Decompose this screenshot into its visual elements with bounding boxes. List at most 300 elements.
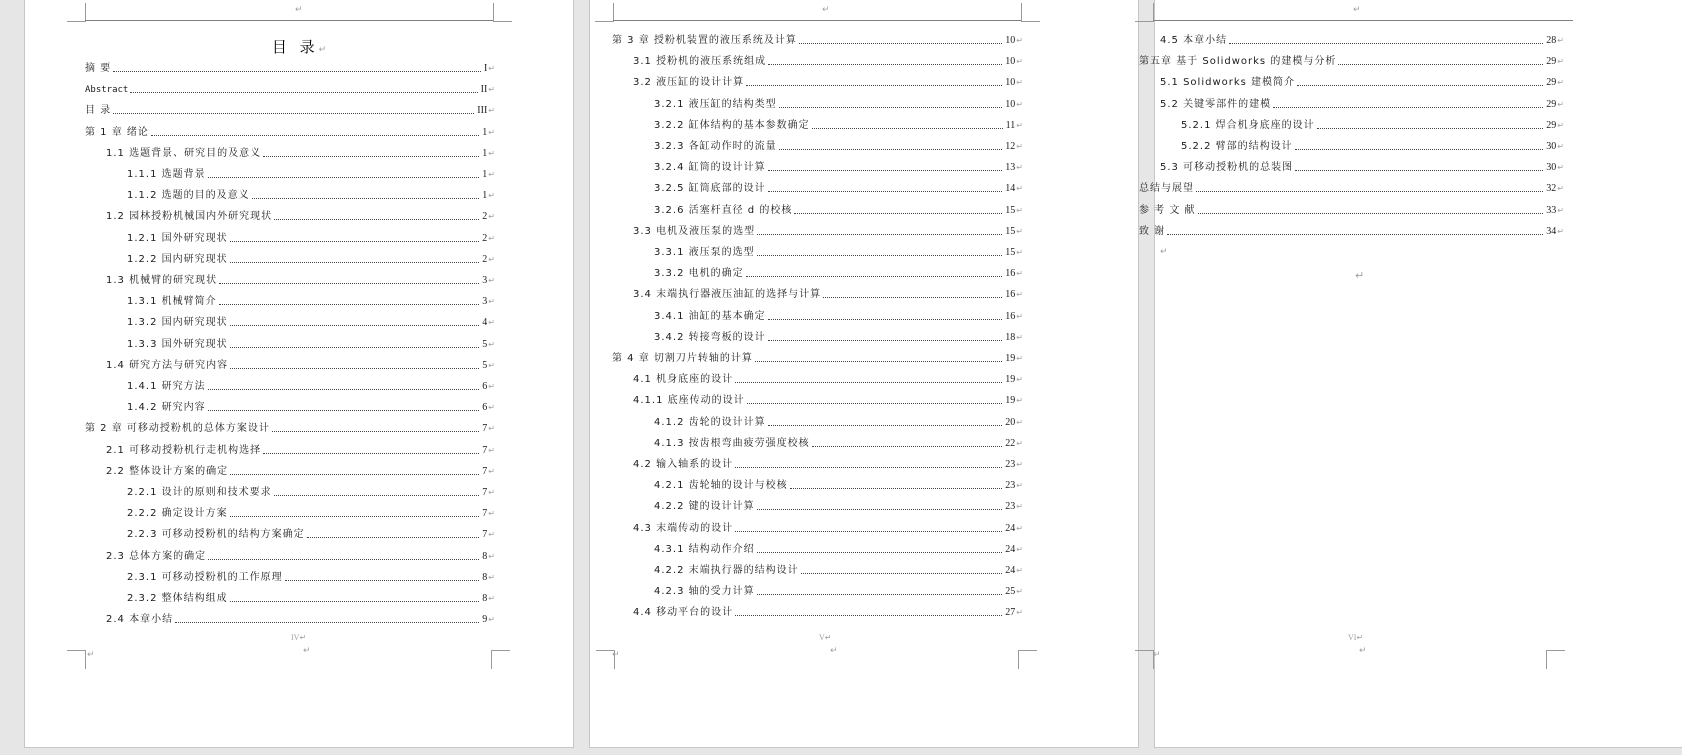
toc-entry[interactable] <box>127 591 495 605</box>
toc-entry[interactable] <box>654 245 1023 259</box>
toc-entry[interactable] <box>654 309 1023 323</box>
paragraph-mark: ↵ <box>488 594 495 603</box>
paragraph-mark: ↵ <box>488 297 495 307</box>
dot-leader <box>151 135 479 136</box>
paragraph-mark: ↵ <box>1016 566 1023 575</box>
toc-entry-page: 9 <box>482 614 488 626</box>
toc-entry[interactable] <box>612 351 1023 365</box>
toc-entry[interactable] <box>85 82 495 96</box>
toc-entry-label: 2.1 可移动授粉机行走机构选择 <box>106 444 262 456</box>
dot-leader <box>790 488 1003 489</box>
toc-entry[interactable] <box>106 209 495 223</box>
toc-entry-label: 参 考 文 献 <box>1139 204 1196 216</box>
toc-entry[interactable] <box>1139 224 1564 238</box>
paragraph-mark: ↵ <box>1557 163 1564 173</box>
toc-entry-label: 3.3.2 电机的确定 <box>654 268 744 280</box>
toc-entry-page: 5 <box>482 338 488 350</box>
toc-entry[interactable] <box>654 563 1023 577</box>
toc-entry-label: 1.4.2 研究内容 <box>127 402 206 414</box>
toc-entry[interactable] <box>85 125 495 139</box>
toc-entry-label: 4.4 移动平台的设计 <box>633 607 734 619</box>
dot-leader <box>823 297 1002 298</box>
document-page-1 <box>24 0 574 748</box>
toc-entry[interactable] <box>633 521 1023 535</box>
dot-leader <box>113 113 474 114</box>
dot-leader <box>1338 64 1543 65</box>
paragraph-mark: ↵ <box>488 488 495 497</box>
paragraph-mark: ↵ <box>1016 396 1023 406</box>
toc-entry-page: 29 <box>1546 98 1557 110</box>
toc-entry[interactable] <box>127 506 495 520</box>
toc-entry-label: 3.2.2 缸体结构的基本参数确定 <box>654 119 810 131</box>
paragraph-mark: ↵ <box>1016 332 1023 342</box>
toc-entry-page: III <box>477 105 488 117</box>
toc-entry-label: 4.2.3 轴的受力计算 <box>654 586 755 598</box>
toc-entry-page: 1 <box>482 169 488 180</box>
toc-entry-label: 3.3.1 液压泵的选型 <box>654 247 755 258</box>
toc-entry-page: 2 <box>482 211 488 223</box>
paragraph-mark: ↵ <box>1016 438 1023 448</box>
toc-entry-page: 15 <box>1005 225 1016 237</box>
toc-entry-label: 5.2.1 焊合机身底座的设计 <box>1181 119 1315 131</box>
toc-entry[interactable] <box>127 315 495 329</box>
toc-entry-page: 16 <box>1005 268 1016 280</box>
dot-leader <box>263 156 479 157</box>
toc-entry-page: 16 <box>1005 310 1016 322</box>
dot-leader <box>746 85 1002 86</box>
toc-entry[interactable] <box>1139 181 1564 195</box>
toc-entry-page: 13 <box>1005 162 1016 174</box>
dot-leader <box>175 622 479 623</box>
toc-entry[interactable] <box>127 527 495 541</box>
toc-entry[interactable] <box>633 75 1023 89</box>
toc-entry-page: 32 <box>1546 183 1557 195</box>
toc-entry[interactable] <box>127 485 495 499</box>
toc-entry[interactable] <box>633 372 1023 386</box>
toc-entry-page: 24 <box>1005 543 1016 555</box>
toc-entry[interactable] <box>127 400 495 414</box>
toc-entry-page: 7 <box>482 444 488 456</box>
toc-entry[interactable] <box>127 379 495 393</box>
dot-leader <box>113 71 481 72</box>
toc-entry[interactable] <box>127 167 495 181</box>
paragraph-mark: ↵ <box>1557 120 1564 130</box>
toc-entry[interactable] <box>1160 97 1564 111</box>
dot-leader <box>735 382 1002 383</box>
toc-entry-label: 目 录 <box>85 105 112 117</box>
toc-entry-page: 30 <box>1546 162 1557 174</box>
paragraph-mark: ↵ <box>1016 163 1023 173</box>
toc-entry-page: 19 <box>1005 395 1016 407</box>
toc-entry[interactable] <box>1160 75 1564 89</box>
paragraph-mark: ↵ <box>1016 502 1023 512</box>
dot-leader <box>230 241 480 242</box>
dot-leader <box>1167 234 1543 235</box>
paragraph-mark: ↵ <box>488 106 495 116</box>
toc-entry-label: 1.1 选题背景、研究目的及意义 <box>106 147 262 159</box>
toc-entry-label: 4.3 末端传动的设计 <box>633 522 734 534</box>
toc-entry[interactable] <box>1181 139 1564 153</box>
paragraph-mark: ↵ <box>488 466 495 476</box>
toc-entry-page: 7 <box>482 423 488 435</box>
dot-leader <box>1196 191 1543 192</box>
dot-leader <box>799 43 1002 44</box>
dot-leader <box>1295 170 1543 171</box>
paragraph-mark: ↵ <box>488 148 495 158</box>
toc-entry-label: 1.3.2 国内研究现状 <box>127 317 228 329</box>
toc-entry-label: 2.2 整体设计方案的确定 <box>106 465 229 477</box>
toc-entry-page: 30 <box>1546 141 1557 152</box>
toc-entry-page: 1 <box>482 190 488 202</box>
toc-entry-label: 总结与展望 <box>1139 183 1194 195</box>
toc-entry-label: 1.4 研究方法与研究内容 <box>106 359 229 371</box>
toc-entry-page: 23 <box>1005 480 1016 492</box>
crop-mark-bottom-right <box>1546 650 1565 669</box>
toc-entry-label: 1.2.1 国外研究现状 <box>127 232 228 244</box>
toc-entry-label: 3.2 液压缸的设计计算 <box>633 77 745 89</box>
toc-entry[interactable] <box>106 464 495 478</box>
toc-entry[interactable] <box>654 266 1023 280</box>
paragraph-mark: ↵ <box>1016 269 1023 279</box>
toc-entry-page: 25 <box>1005 586 1016 598</box>
paragraph-mark: ↵ <box>87 650 95 660</box>
toc-entry-page: 23 <box>1005 459 1016 470</box>
toc-entry-page: 19 <box>1005 374 1016 386</box>
toc-entry-label: 1.2.2 国内研究现状 <box>127 253 228 265</box>
toc-entry[interactable] <box>633 605 1023 619</box>
dot-leader <box>1229 43 1543 44</box>
toc-entry[interactable] <box>127 570 495 584</box>
dot-leader <box>735 531 1002 532</box>
dot-leader <box>230 474 479 475</box>
footer-page-number: VI↵ <box>1348 633 1364 642</box>
toc-entry[interactable] <box>654 499 1023 513</box>
paragraph-mark: ↵ <box>488 530 495 540</box>
dot-leader <box>208 177 480 178</box>
toc-entry[interactable] <box>127 337 495 351</box>
toc-entry[interactable] <box>633 457 1023 471</box>
paragraph-mark: ↵ <box>488 615 495 625</box>
toc-entry-page: 10 <box>1005 56 1016 68</box>
paragraph-mark: ↵ <box>1016 36 1023 45</box>
toc-entry[interactable] <box>654 160 1023 174</box>
toc-entry[interactable] <box>654 97 1023 111</box>
toc-entry-page: 10 <box>1005 98 1016 110</box>
toc-entry[interactable] <box>106 612 495 626</box>
toc-entry-page: 8 <box>482 550 488 562</box>
toc-entry[interactable] <box>106 146 495 160</box>
crop-mark-bottom-right <box>491 650 510 669</box>
dot-leader <box>252 198 480 199</box>
paragraph-mark: ↵ <box>1557 184 1564 194</box>
paragraph-mark: ↵ <box>1557 226 1564 236</box>
toc-entry-label: Abstract <box>85 85 129 96</box>
dot-leader <box>230 262 480 263</box>
toc-entry-label: 1.3.1 机械臂简介 <box>127 296 217 308</box>
toc-entry[interactable] <box>106 443 495 457</box>
toc-entry-page: 28 <box>1546 35 1557 46</box>
paragraph-mark: ↵ <box>1353 5 1361 15</box>
dot-leader <box>274 495 480 496</box>
toc-entry[interactable] <box>633 287 1023 301</box>
paragraph-mark: ↵ <box>488 191 495 201</box>
toc-entry[interactable] <box>654 181 1023 195</box>
toc-entry-label: 3.2.6 活塞杆直径 d 的校核 <box>654 204 793 216</box>
toc-entry-label: 1.3.3 国外研究现状 <box>127 338 228 350</box>
toc-entry[interactable] <box>612 33 1023 47</box>
toc-entry[interactable] <box>127 294 495 308</box>
header-rule <box>1153 20 1573 21</box>
paragraph-mark: ↵ <box>1016 311 1023 321</box>
toc-entry-page: 2 <box>482 253 488 265</box>
toc-entry-label: 3.2.5 缸筒底部的设计 <box>654 183 766 195</box>
toc-entry-page: 34 <box>1546 225 1557 237</box>
toc-entry-label: 2.2.2 确定设计方案 <box>127 508 228 520</box>
toc-entry-page: 4 <box>482 317 488 329</box>
paragraph-mark: ↵ <box>1016 481 1023 491</box>
footer-page-number: IV↵ <box>291 633 307 642</box>
toc-entry[interactable] <box>1139 203 1564 217</box>
header-rule <box>85 20 493 21</box>
toc-entry-page: 22 <box>1005 437 1016 449</box>
toc-entry-label: 2.3.1 可移动授粉机的工作原理 <box>127 571 283 583</box>
toc-entry[interactable] <box>654 584 1023 598</box>
toc-entry[interactable] <box>85 61 495 75</box>
toc-entry-page: II <box>480 84 488 96</box>
toc-entry-page: 3 <box>482 275 488 286</box>
dot-leader <box>794 213 1002 214</box>
paragraph-mark: ↵ <box>1016 290 1023 300</box>
toc-entry[interactable] <box>106 358 495 372</box>
toc-entry[interactable] <box>654 542 1023 556</box>
toc-entry-label: 4.2.1 齿轮轴的设计与校核 <box>654 480 788 492</box>
toc-entry-page: 8 <box>482 571 488 583</box>
paragraph-mark: ↵ <box>1016 375 1023 385</box>
toc-entry-label: 2.4 本章小结 <box>106 614 174 626</box>
toc-entry-label: 摘 要 <box>85 63 112 74</box>
paragraph-mark: ↵ <box>822 5 830 15</box>
toc-entry-label: 5.1 Solidworks 建模简介 <box>1160 77 1296 89</box>
dot-leader <box>768 170 1003 171</box>
toc-entry-label: 5.3 可移动授粉机的总装图 <box>1160 162 1294 174</box>
dot-leader <box>746 276 1003 277</box>
paragraph-mark: ↵ <box>1016 248 1023 257</box>
dot-leader <box>230 516 480 517</box>
toc-title: 目 录↵ <box>271 38 327 56</box>
dot-leader <box>747 403 1003 404</box>
toc-entry-label: 5.2.2 臂部的结构设计 <box>1181 141 1293 152</box>
paragraph-mark: ↵ <box>488 233 495 243</box>
paragraph-mark: ↵ <box>1016 205 1023 215</box>
toc-entry-label: 第 2 章 可移动授粉机的总体方案设计 <box>85 423 270 435</box>
toc-entry-page: 27 <box>1005 607 1016 619</box>
dot-leader <box>768 191 1003 192</box>
dot-leader <box>735 467 1002 468</box>
dot-leader <box>768 319 1003 320</box>
crop-mark-bottom-right <box>1018 650 1037 669</box>
toc-entry-page: 14 <box>1005 183 1016 195</box>
paragraph-mark: ↵ <box>1160 247 1168 257</box>
crop-mark-top-left <box>595 3 614 22</box>
toc-entry[interactable] <box>633 54 1023 68</box>
toc-entry-label: 3.4 末端执行器液压油缸的选择与计算 <box>633 289 822 301</box>
toc-entry[interactable] <box>1160 160 1564 174</box>
dot-leader <box>735 615 1002 616</box>
paragraph-mark: ↵ <box>1557 142 1564 151</box>
toc-entry[interactable] <box>654 203 1023 217</box>
toc-entry-label: 2.2.1 设计的原则和技术要求 <box>127 487 272 498</box>
crop-mark-bottom-left <box>1135 650 1154 669</box>
dot-leader <box>272 431 479 432</box>
toc-entry[interactable] <box>633 224 1023 238</box>
toc-entry-page: 10 <box>1005 77 1016 89</box>
dot-leader <box>779 149 1003 150</box>
crop-mark-top-right <box>1021 3 1040 22</box>
toc-entry[interactable] <box>85 421 495 435</box>
toc-entry-page: 10 <box>1005 35 1016 46</box>
toc-entry-label: 1.4.1 研究方法 <box>127 381 206 392</box>
toc-entry-label: 第 4 章 切割刀片转轴的计算 <box>612 353 753 364</box>
paragraph-mark: ↵ <box>1016 523 1023 533</box>
toc-entry-label: 4.1.2 齿轮的设计计算 <box>654 416 766 428</box>
crop-mark-top-left <box>1135 3 1154 22</box>
dot-leader <box>801 573 1003 574</box>
toc-entry[interactable] <box>127 231 495 245</box>
dot-leader <box>274 219 479 220</box>
toc-entry[interactable] <box>654 415 1023 429</box>
dot-leader <box>779 107 1003 108</box>
toc-entry-page: 33 <box>1546 204 1557 216</box>
dot-leader <box>1317 128 1544 129</box>
toc-entry-label: 2.3.2 整体结构组成 <box>127 593 228 604</box>
toc-entry[interactable] <box>85 103 495 117</box>
paragraph-mark: ↵ <box>488 424 495 434</box>
toc-entry[interactable] <box>654 330 1023 344</box>
dot-leader <box>768 425 1003 426</box>
toc-entry[interactable] <box>1139 54 1564 68</box>
toc-entry-label: 2.2.3 可移动授粉机的结构方案确定 <box>127 529 305 541</box>
toc-entry-label: 1.2 园林授粉机械国内外研究现状 <box>106 211 273 223</box>
toc-entry-page: 6 <box>482 381 488 392</box>
dot-leader <box>230 347 480 348</box>
paragraph-mark: ↵ <box>1557 78 1564 88</box>
dot-leader <box>230 601 480 602</box>
dot-leader <box>208 559 479 560</box>
crop-mark-top-right <box>493 3 512 22</box>
toc-entry[interactable] <box>127 188 495 202</box>
paragraph-mark: ↵ <box>488 318 495 328</box>
dot-leader <box>812 446 1003 447</box>
toc-entry-label: 1.1.2 选题的目的及意义 <box>127 190 250 202</box>
paragraph-mark: ↵ <box>1153 650 1161 660</box>
toc-entry-label: 3.2.3 各缸动作时的流量 <box>654 141 777 152</box>
paragraph-mark: ↵ <box>1355 269 1365 282</box>
paragraph-mark: ↵ <box>488 212 495 222</box>
dot-leader <box>219 304 480 305</box>
paragraph-mark: ↵ <box>488 509 495 519</box>
toc-entry[interactable] <box>654 436 1023 450</box>
dot-leader <box>1198 213 1544 214</box>
paragraph-mark: ↵ <box>1016 587 1023 597</box>
toc-entry[interactable] <box>1160 33 1564 47</box>
dot-leader <box>757 594 1003 595</box>
toc-entry[interactable] <box>106 273 495 287</box>
paragraph-mark: ↵ <box>1016 78 1023 88</box>
toc-entry-page: 11 <box>1005 119 1016 131</box>
paragraph-mark: ↵ <box>1557 99 1564 109</box>
toc-entry-page: 15 <box>1005 204 1016 216</box>
toc-entry-page: 20 <box>1005 416 1016 428</box>
document-page-2 <box>589 0 1139 748</box>
toc-entry[interactable] <box>654 118 1023 132</box>
paragraph-mark: ↵ <box>1016 460 1023 469</box>
toc-entry[interactable] <box>106 549 495 563</box>
toc-entry-label: 致 谢 <box>1139 225 1166 237</box>
toc-entry-label: 4.2.2 末端执行器的结构设计 <box>654 565 799 576</box>
paragraph-mark: ↵ <box>1016 544 1023 554</box>
paragraph-mark: ↵ <box>488 445 495 455</box>
toc-entry-label: 4.2.2 键的设计计算 <box>654 501 755 513</box>
toc-entry[interactable] <box>654 139 1023 153</box>
dot-leader <box>757 509 1003 510</box>
toc-entry[interactable] <box>654 478 1023 492</box>
paragraph-mark: ↵ <box>1557 57 1564 67</box>
toc-entry[interactable] <box>127 252 495 266</box>
toc-entry-page: 7 <box>482 465 488 477</box>
toc-entry-page: 8 <box>482 593 488 604</box>
dot-leader <box>208 410 480 411</box>
toc-entry-label: 4.5 本章小结 <box>1160 35 1228 46</box>
paragraph-mark: ↵ <box>830 646 838 656</box>
paragraph-mark: ↵ <box>488 254 495 264</box>
toc-entry-label: 4.1.1 底座传动的设计 <box>633 395 745 407</box>
paragraph-mark: ↵ <box>295 5 303 15</box>
toc-entry-page: 7 <box>482 508 488 520</box>
paragraph-mark: ↵ <box>1016 120 1023 130</box>
toc-entry[interactable] <box>1181 118 1564 132</box>
paragraph-mark: ↵ <box>488 85 495 95</box>
toc-entry[interactable] <box>633 393 1023 407</box>
dot-leader <box>768 64 1002 65</box>
crop-mark-top-left <box>67 3 86 22</box>
toc-entry-page: I <box>483 63 488 74</box>
paragraph-mark: ↵ <box>1016 226 1023 236</box>
toc-entry-page: 29 <box>1546 56 1557 68</box>
toc-entry-page: 18 <box>1005 331 1016 343</box>
toc-entry-page: 29 <box>1546 77 1557 89</box>
dot-leader <box>230 368 479 369</box>
dot-leader <box>768 340 1003 341</box>
toc-entry-label: 第 1 章 绪论 <box>85 126 149 138</box>
toc-entry-page: 7 <box>482 529 488 541</box>
dot-leader <box>1297 85 1543 86</box>
dot-leader <box>812 128 1003 129</box>
dot-leader <box>208 389 480 390</box>
toc-entry-page: 1 <box>482 126 488 138</box>
paragraph-mark: ↵ <box>1016 57 1023 67</box>
paragraph-mark: ↵ <box>1016 99 1023 109</box>
dot-leader <box>263 453 479 454</box>
paragraph-mark: ↵ <box>303 646 311 656</box>
document-page-3 <box>1139 0 1682 748</box>
toc-entry-page: 24 <box>1005 565 1016 576</box>
toc-entry-label: 1.1.1 选题背景 <box>127 169 206 180</box>
dot-leader <box>1273 107 1543 108</box>
paragraph-mark: ↵ <box>488 360 495 370</box>
paragraph-mark: ↵ <box>488 403 495 413</box>
paragraph-mark: ↵ <box>1016 142 1023 151</box>
toc-entry-page: 16 <box>1005 289 1016 301</box>
